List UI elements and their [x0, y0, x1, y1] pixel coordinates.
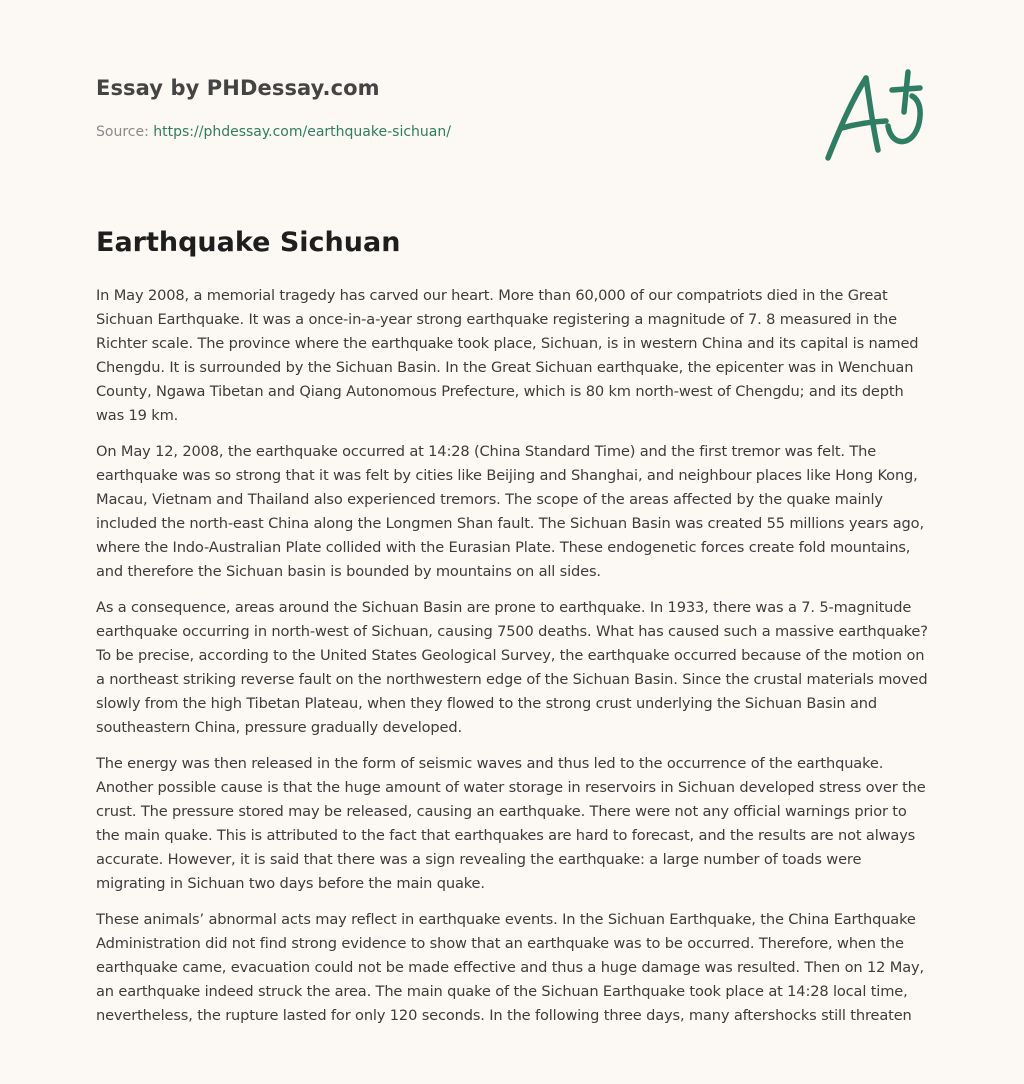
logo-letter-a-right — [866, 78, 878, 150]
essay-paragraph: These animals’ abnormal acts may reflect in earthquake events. In the Sichuan Earthquake, the China Earthquake Administration did not find strong evidence to show that an earthquake was to be occurred. Therefore, when the earthquake came, evacuation could not be made effective and thus a huge damage was resulted. Then on 12 May, an earthquake indeed struck the area. The main quake of the Sichuan Earthquake took place at 14:28 local time, nevertheless, the rupture lasted for only 120 seconds. In the following three days, many aftershocks still threaten — [96, 911, 924, 1024]
essay-paragraph: The energy was then released in the form of seismic waves and thus led to the occurrence of the earthquake. Another possible cause is that the huge amount of water storage in reservoirs in Sichuan developed stress over the crust. The pressure stored may be released, causing an earthquake. There were not any official warnings prior to the main quake. This is attributed to the fact that earthquakes are hard to forecast, and the results are not always accurate. However, it is said that there was a sign revealing the earthquake: a large number of toads were migrating in Sichuan two days before the main quake. — [96, 755, 926, 892]
logo-plus-horizontal — [892, 88, 920, 90]
source-line — [96, 124, 451, 140]
essay-body — [96, 284, 930, 1040]
essay-paragraph: On May 12, 2008, the earthquake occurred at 14:28 (China Standard Time) and the first tremor was felt. The earthquake was so strong that it was felt by cities like Beijing and Shanghai, and neighbour places like Hong Kong, Macau, Vietnam and Thailand also experienced tremors. The scope of the areas affected by the quake mainly included the north-east China along the Longmen Shan fault. The Sichuan Basin was created 55 millions years ago, where the Indo-Australian Plate collided with the Eurasian Plate. These endogenetic forces create fold mountains, and therefore the Sichuan basin is bounded by mountains on all sides. — [96, 443, 924, 580]
essay-paragraph: As a consequence, areas around the Sichuan Basin are prone to earthquake. In 1933, there was a 7. 5-magnitude earthquake occurring in north-west of Sichuan, causing 7500 deaths. What has caused such a massive earthquake? To be precise, according to the United States Geological Survey, the earthquake occurred because of the motion on a northeast striking reverse fault on the northwestern edge of the Sichuan Basin. Since the crustal materials moved slowly from the high Tibetan Plateau, when they flowed to the strong crust underlying the Sichuan Basin and southeastern China, pressure gradually developed. — [96, 599, 928, 736]
brand-title: Essay by PHDessay.com — [96, 76, 380, 100]
logo-plus-vertical — [904, 72, 908, 112]
essay-title: Earthquake Sichuan — [96, 227, 401, 258]
source-link[interactable]: https://phdessay.com/earthquake-sichuan/ — [153, 124, 451, 140]
logo-letter-a-bar — [842, 121, 886, 128]
source-label: Source: — [96, 124, 154, 140]
logo-letter-a-left — [828, 78, 866, 158]
a-plus-grade-icon — [820, 66, 930, 166]
essay-paragraph: In May 2008, a memorial tragedy has carved our heart. More than 60,000 of our compatriots died in the Great Sichuan Earthquake. It was a once-in-a-year strong earthquake registering a magnitude of 7. 8 measured in the Richter scale. The province where the earthquake took place, Sichuan, is in western China and its capital is named Chengdu. It is surrounded by the Sichuan Basin. In the Great Sichuan earthquake, the epicenter was in Wenchuan County, Ngawa Tibetan and Qiang Autonomous Prefecture, which is 80 km north-west of Chengdu; and its depth was 19 km. — [96, 287, 919, 424]
